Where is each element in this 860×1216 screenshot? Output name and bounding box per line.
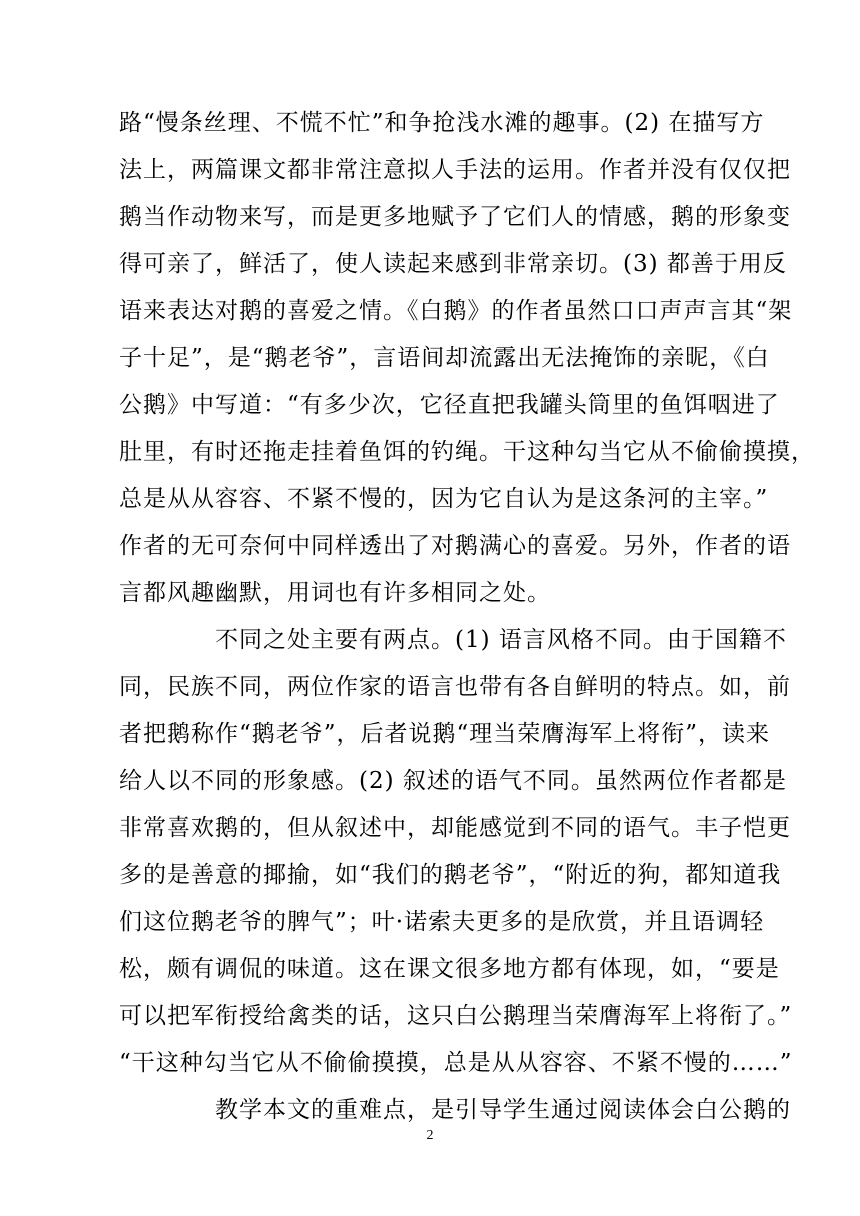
paragraph-3 [119, 1087, 791, 1134]
body-text [119, 100, 815, 1134]
text-line: 非常喜欢鹅的，但从叙述中，却能感觉到不同的语气。丰子恺更 [119, 815, 791, 841]
text-line: 鹅当作动物来写，而是更多地赋予了它们人的情感，鹅的形象变 [119, 204, 791, 230]
text-line: 总是从从容容、不紧不慢的，因为它自认为是这条河的主宰。” [119, 486, 769, 512]
text-line: 多的是善意的揶揄，如“我们的鹅老爷”，“附近的狗，都知道我 [119, 862, 782, 888]
text-line: “干这种勾当它从不偷偷摸摸，总是从从容容、不紧不慢的……” [119, 1050, 793, 1076]
text-line: 肚里，有时还拖走挂着鱼饵的钓绳。干这种勾当它从不偷偷摸摸， [119, 439, 815, 465]
text-line: 可以把军衔授给禽类的话，这只白公鹅理当荣膺海军上将衔了。” [119, 1003, 793, 1029]
text-line: 松，颇有调侃的味道。这在课文很多地方都有体现，如，“要是 [119, 956, 780, 982]
paragraph-1 [119, 100, 815, 617]
text-line: 们这位鹅老爷的脾气”；叶·诺索夫更多的是欣赏，并且语调轻 [119, 909, 765, 935]
text-line: 者把鹅称作“鹅老爷”，后者说鹅“理当荣膺海军上将衔”，读来 [119, 721, 771, 747]
text-line: 同，民族不同，两位作家的语言也带有各自鲜明的特点。如，前 [119, 674, 791, 700]
text-line: 子十足”，是“鹅老爷”，言语间却流露出无法掩饰的亲昵，《白 [119, 345, 770, 371]
text-line: 得可亲了，鲜活了，使人读起来感到非常亲切。(3) 都善于用反 [119, 251, 787, 277]
text-line: 给人以不同的形象感。(2) 叙述的语气不同。虽然两位作者都是 [119, 768, 787, 794]
text-line: 不同之处主要有两点。(1) 语言风格不同。由于国籍不 [215, 627, 787, 653]
text-line: 作者的无可奈何中同样透出了对鹅满心的喜爱。另外，作者的语 [119, 533, 791, 559]
text-line: 言都风趣幽默，用词也有许多相同之处。 [119, 580, 551, 606]
text-line: 公鹅》中写道：“有多少次，它径直把我罐头筒里的鱼饵咽进了 [119, 392, 780, 418]
text-line: 法上，两篇课文都非常注意拟人手法的运用。作者并没有仅仅把 [119, 157, 791, 183]
text-line: 路“慢条丝理、不慌不忙”和争抢浅水滩的趣事。(2) 在描写方 [119, 110, 765, 136]
text-line: 教学本文的重难点，是引导学生通过阅读体会白公鹅的 [215, 1097, 791, 1123]
text-line: 语来表达对鹅的喜爱之情。《白鹅》的作者虽然口口声声言其“架 [119, 298, 793, 324]
paragraph-2 [119, 617, 793, 1087]
page-number: 2 [426, 1128, 434, 1143]
